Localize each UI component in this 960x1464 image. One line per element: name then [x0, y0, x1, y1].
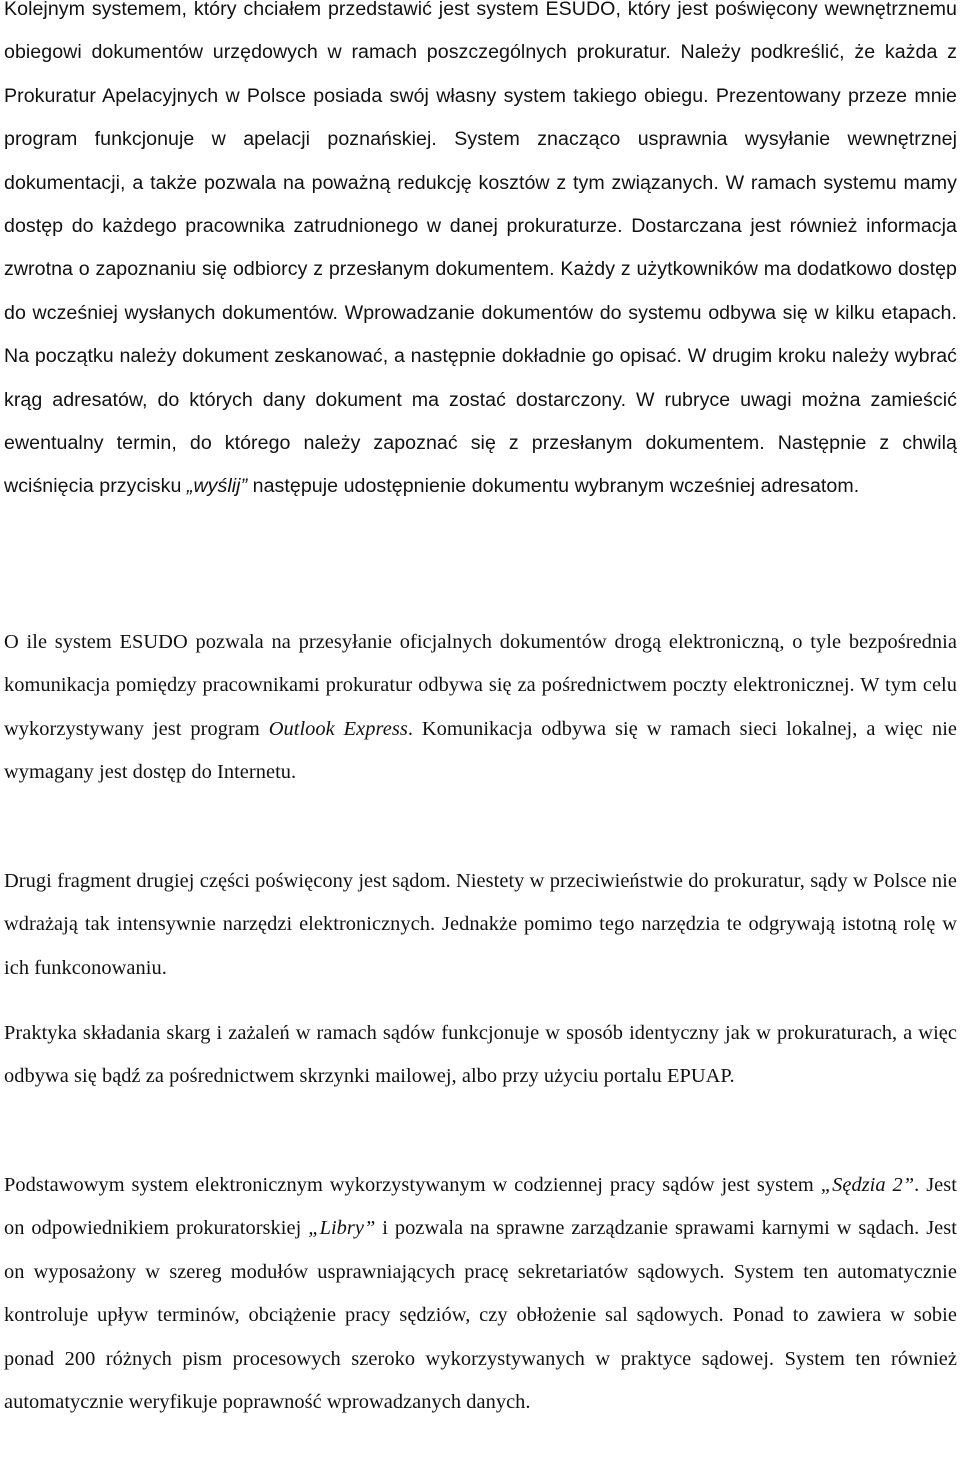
- text-run: i pozwala na sprawne zarządzanie sprawami karnymi w sądach. Jest on wyposażony w szereg modułów usprawniających pracę sekretariatów sądowych. System ten automatycznie kontroluje upływ terminów, obciążenie pracy sędziów, czy obłożenie sal sądowych. Ponad to zawiera w sobie ponad 200 różnych pism procesowych szeroko wykorzystywanych w praktyce sądowej. System ten również automatycznie weryfikuje poprawność wprowadzanych danych.: [4, 1217, 957, 1414]
- text-run-italic: „Sędzia 2”: [820, 1174, 915, 1196]
- paragraph-sedzia-system: [0, 1164, 957, 1424]
- text-run: następuje udostępnienie dokumentu wybranym wcześniej adresatom.: [247, 475, 860, 498]
- paragraph-esudo: [0, 0, 957, 509]
- text-run: . Jest on odpowiednikiem prokuratorskiej: [4, 1174, 957, 1240]
- text-run-italic: Outlook Express: [268, 717, 408, 740]
- paragraph-courts-intro: [0, 860, 957, 990]
- text-run: Drugi fragment drugiej części poświęcony jest sądom. Niestety w przeciwieństwie do prokuratur, sądy w Polsce nie wdrażają tak intensywnie narzędzi elektronicznych. Jednakże pomimo tego narzędzia te odgrywają istotną rolę w ich funkconowaniu.: [4, 870, 957, 979]
- paragraph-email-communication: [0, 621, 957, 795]
- text-run: Podstawowym system elektronicznym wykorzystywanym w codziennej pracy sądów jest system: [4, 1174, 821, 1196]
- text-run: O ile system ESUDO pozwala na przesyłanie oficjalnych dokumentów drogą elektroniczną, o tyle bezpośrednia komunikacja pomiędzy pracownikami prokuratur odbywa się za pośrednictwem poczty elektronicznej. W tym celu wykorzystywany jest program: [4, 631, 957, 740]
- text-run: Kolejnym systemem, który chciałem przedstawić jest system ESUDO, który jest poświęcony wewnętrznemu obiegowi dokumentów urzędowych w ramach poszczególnych prokuratur. Należy podkreślić, że każda z Prokuratur Apelacyjnych w Polsce posiada swój własny system takiego obiegu. Prezentowany przeze mnie program funkcjonuje w apelacji poznańskiej. System znacząco usprawnia wysyłanie wewnętrznej dokumentacji, a także pozwala na poważną redukcję kosztów z tym związanych. W ramach systemu mamy dostęp do każdego pracownika zatrudnionego w danej prokuraturze. Dostarczana jest również informacja zwrotna o zapoznaniu się odbiorcy z przesłanym dokumentem. Każdy z użytkowników ma dodatkowo dostęp do wcześniej wysłanych dokumentów. Wprowadzanie dokumentów do systemu odbywa się w kilku etapach. Na początku należy dokument zeskanować, a następnie dokładnie go opisać. W drugim kroku należy wybrać krąg adresatów, do których dany dokument ma zostać dostarczony. W rubryce uwagi można zamieścić ewentualny termin, do którego należy zapoznać się z przesłanym dokumentem. Następnie z chwilą wciśnięcia przycisku: [4, 0, 957, 498]
- text-run: . Komunikacja odbywa się w ramach sieci lokalnej, a więc nie wymagany jest dostęp do Internetu.: [4, 717, 958, 784]
- text-run-italic: „wyślij”: [186, 475, 248, 498]
- text-run: Praktyka składania skarg i zażaleń w ramach sądów funkcjonuje w sposób identyczny jak w prokuraturach, a więc odbywa się bądź za pośrednictwem skrzynki mailowej, albo przy użyciu portalu EPUAP.: [4, 1022, 957, 1088]
- paragraph-complaints: [0, 1012, 957, 1099]
- text-run-italic: „Libry”: [308, 1217, 376, 1240]
